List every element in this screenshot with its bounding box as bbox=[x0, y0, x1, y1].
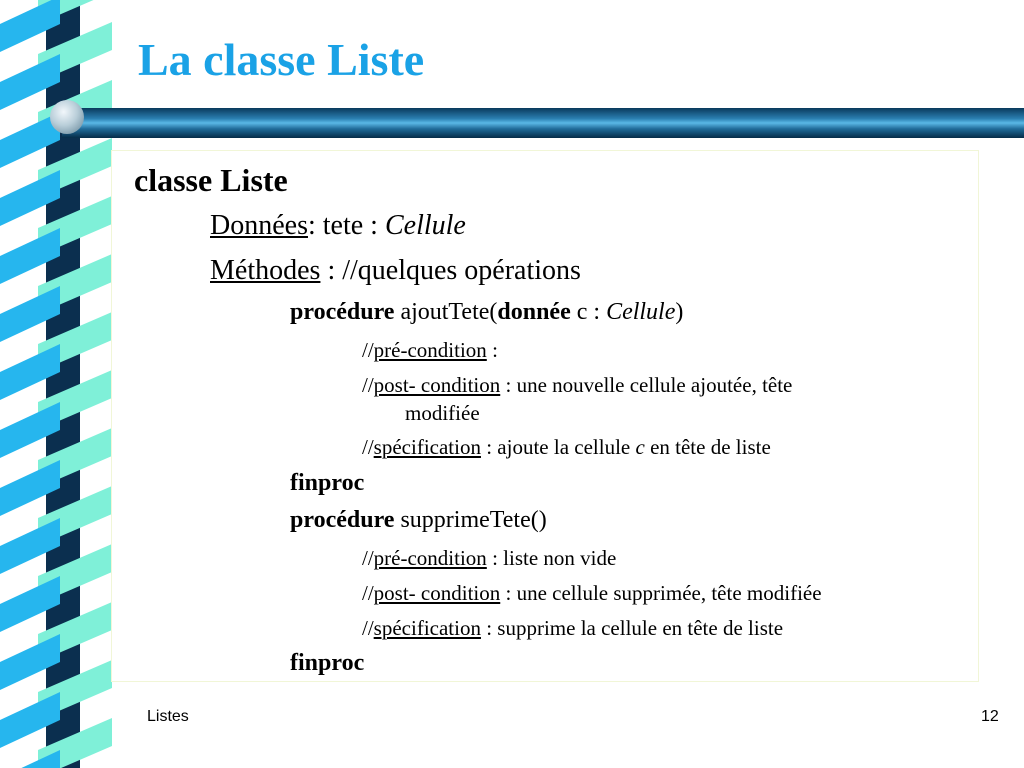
proc2-name: supprimeTete() bbox=[394, 507, 547, 533]
comment-prefix: // bbox=[362, 373, 374, 397]
post-condition-text: : une nouvelle cellule ajoutée, tête bbox=[500, 373, 793, 397]
donnees-type: Cellule bbox=[384, 210, 466, 241]
proc1-pre-condition bbox=[362, 338, 498, 363]
proc1-specification bbox=[362, 435, 771, 460]
specification-label: spécification bbox=[373, 435, 481, 459]
comment-prefix: // bbox=[362, 546, 374, 570]
specification-text: : supprime la cellule en tête de liste bbox=[480, 616, 784, 640]
bar-knob bbox=[50, 100, 84, 134]
post-condition-label: post- condition bbox=[373, 581, 501, 605]
proc1-signature bbox=[290, 299, 683, 326]
proc1-close: ) bbox=[675, 299, 684, 325]
specification-var: c bbox=[635, 435, 645, 459]
class-heading: classe Liste bbox=[134, 162, 288, 198]
comment-prefix: // bbox=[362, 581, 374, 605]
pre-condition-text: : liste non vide bbox=[486, 546, 617, 570]
comment-prefix: // bbox=[362, 616, 374, 640]
proc2-signature bbox=[290, 507, 547, 534]
methodes-line bbox=[210, 255, 581, 287]
proc1-keyword: procédure bbox=[290, 299, 395, 325]
proc2-end: finproc bbox=[290, 650, 365, 676]
methodes-label: Méthodes bbox=[210, 255, 321, 286]
pre-condition-label: pré-condition bbox=[373, 338, 487, 362]
proc2-pre-condition bbox=[362, 546, 616, 571]
comment-prefix: // bbox=[362, 338, 374, 362]
title-underline-bar bbox=[62, 108, 1024, 138]
proc1-post-condition bbox=[362, 373, 792, 398]
slide-title: La classe Liste bbox=[138, 34, 425, 85]
proc2-post-condition bbox=[362, 581, 822, 606]
specification-text-end: en tête de liste bbox=[644, 435, 771, 459]
post-condition-label: post- condition bbox=[373, 373, 501, 397]
page-number: 12 bbox=[981, 708, 999, 725]
comment-prefix: // bbox=[362, 435, 374, 459]
specification-label: spécification bbox=[373, 616, 481, 640]
proc1-post-condition-cont: modifiée bbox=[405, 401, 480, 425]
proc1-end: finproc bbox=[290, 470, 365, 496]
post-condition-text: : une cellule supprimée, tête modifiée bbox=[500, 581, 822, 605]
donnees-line bbox=[210, 210, 466, 242]
proc2-keyword: procédure bbox=[290, 507, 395, 533]
proc2-specification bbox=[362, 616, 783, 641]
pre-condition-text: : bbox=[486, 338, 498, 362]
proc1-name: ajoutTete( bbox=[394, 299, 498, 325]
proc1-param: c : bbox=[570, 299, 607, 325]
donnees-label: Données bbox=[210, 210, 308, 241]
specification-text: : ajoute la cellule bbox=[480, 435, 636, 459]
proc1-param-keyword: donnée bbox=[497, 299, 571, 325]
footer-label: Listes bbox=[147, 708, 189, 725]
pre-condition-label: pré-condition bbox=[373, 546, 487, 570]
proc1-param-type: Cellule bbox=[606, 299, 676, 325]
donnees-colon: : tete : bbox=[307, 210, 385, 241]
methodes-rest: : //quelques opérations bbox=[320, 255, 581, 286]
